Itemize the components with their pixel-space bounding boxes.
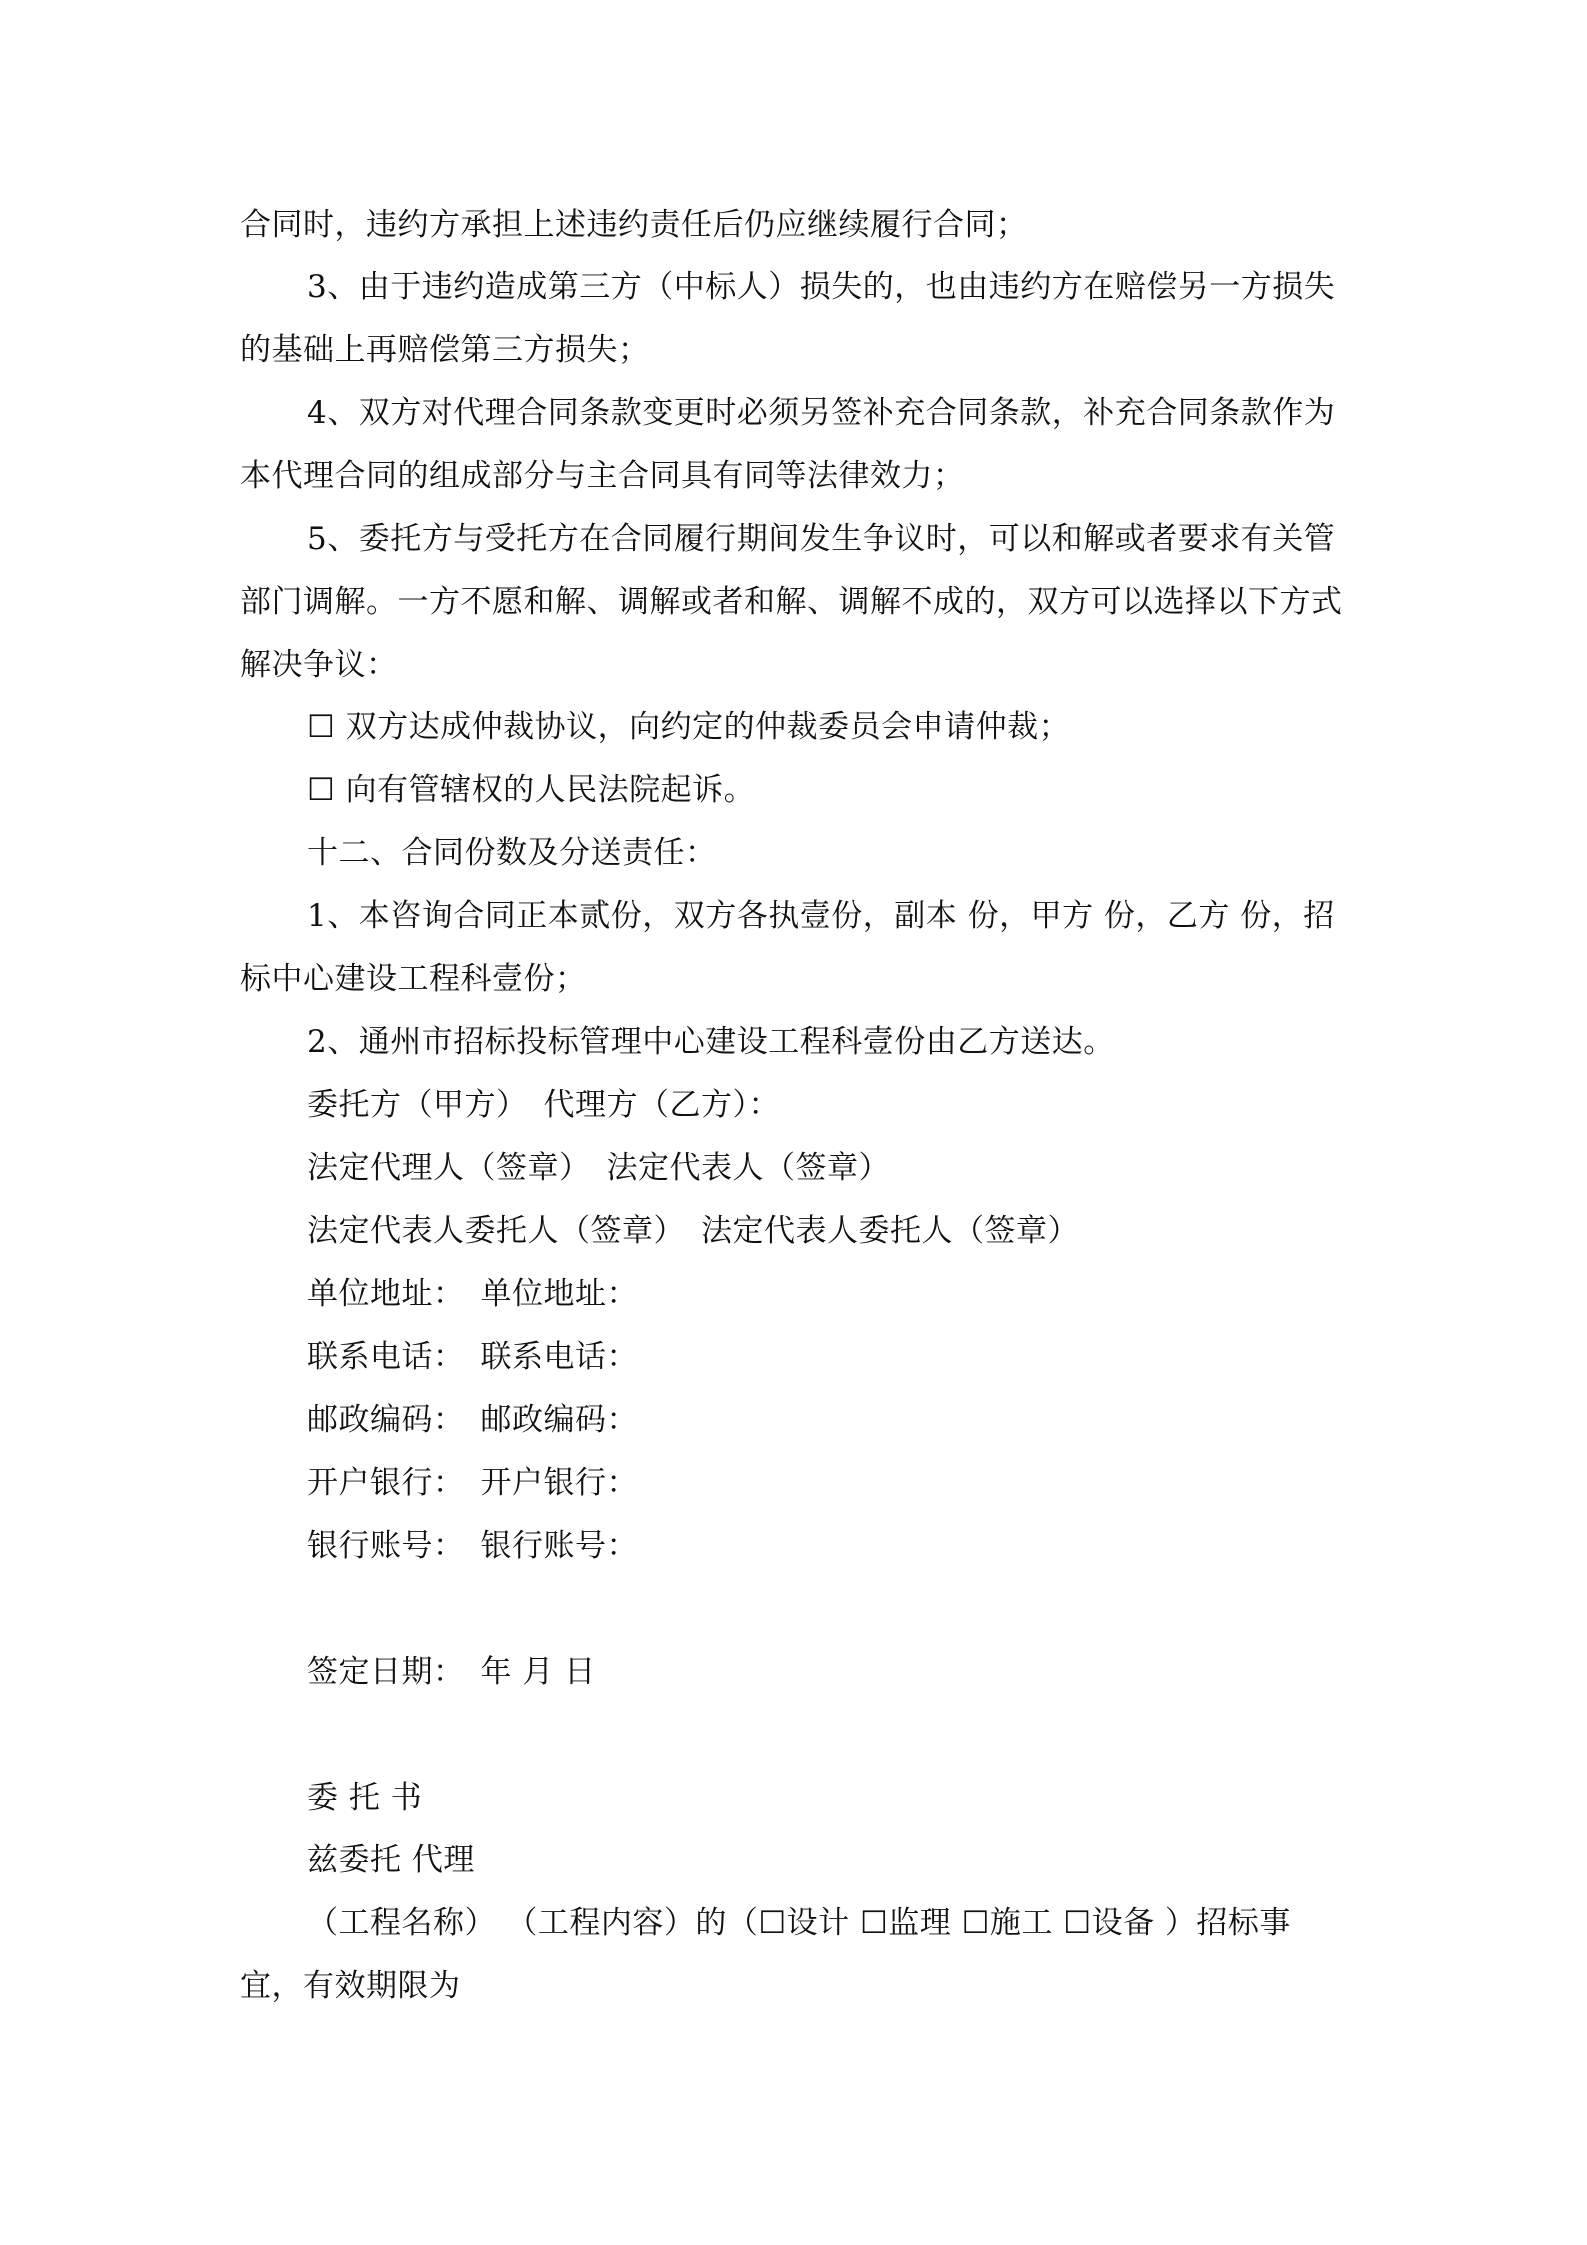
clause-5-line-3: 解决争议： — [240, 647, 398, 683]
dispute-option-arbitration: ☐ 双方达成仲裁协议，向约定的仲裁委员会申请仲裁； — [307, 709, 1071, 745]
sign-date-label: 签定日期： — [307, 1654, 465, 1690]
proxy-right-label: 法定代表人委托人（签章） — [701, 1213, 1079, 1249]
signature-legal-row — [307, 1148, 1427, 1188]
address-left-label: 单位地址： — [307, 1276, 465, 1312]
section-12-heading: 十二、合同份数及分送责任： — [307, 835, 717, 871]
legal-agent-label: 法定代理人（签章） — [307, 1150, 591, 1186]
section-12-item-1-line-1: 1、本咨询合同正本贰份，双方各执壹份，副本 份，甲方 份，乙方 份，招 — [307, 898, 1335, 934]
paragraph-continuation: 合同时，违约方承担上述违约责任后仍应继续履行合同； — [240, 207, 1028, 243]
section-12-item-1-line-2: 标中心建设工程科壹份； — [240, 961, 587, 997]
proxy-left-label: 法定代表人委托人（签章） — [307, 1213, 685, 1249]
sign-date-value: 年 月 日 — [480, 1654, 596, 1690]
clause-5-line-2: 部门调解。一方不愿和解、调解或者和解、调解不成的，双方可以选择以下方式 — [240, 584, 1343, 620]
legal-rep-label: 法定代表人（签章） — [606, 1150, 890, 1186]
address-right-label: 单位地址： — [480, 1276, 638, 1312]
signature-address-row — [307, 1274, 1427, 1314]
signature-postcode-row — [307, 1400, 1427, 1440]
phone-right-label: 联系电话： — [480, 1339, 638, 1375]
clause-5-line-1: 5、委托方与受托方在合同履行期间发生争议时，可以和解或者要求有关管 — [307, 521, 1336, 557]
bank-right-label: 开户银行： — [480, 1465, 638, 1501]
section-12-item-2: 2、通州市招标投标管理中心建设工程科壹份由乙方送达。 — [307, 1024, 1115, 1060]
client-party-label: 委托方（甲方） — [307, 1087, 528, 1123]
phone-left-label: 联系电话： — [307, 1339, 465, 1375]
account-left-label: 银行账号： — [307, 1528, 465, 1564]
dispute-option-court: ☐ 向有管辖权的人民法院起诉。 — [307, 772, 756, 808]
signature-parties-row — [307, 1085, 1427, 1125]
signature-proxy-row — [307, 1211, 1427, 1251]
signature-phone-row — [307, 1337, 1427, 1377]
clause-3-line-1: 3、由于违约造成第三方（中标人）损失的，也由违约方在赔偿另一方损失 — [307, 269, 1336, 305]
commission-line-1: 兹委托 代理 — [307, 1842, 475, 1878]
clause-3-line-2: 的基础上再赔偿第三方损失； — [240, 332, 650, 368]
signature-bank-row — [307, 1463, 1427, 1503]
postcode-left-label: 邮政编码： — [307, 1402, 465, 1438]
commission-line-3: 宜，有效期限为 — [240, 1968, 461, 2004]
account-right-label: 银行账号： — [480, 1528, 638, 1564]
agent-party-label: 代理方（乙方）： — [543, 1087, 780, 1123]
commission-line-2: （工程名称） （工程内容）的（☐设计 ☐监理 ☐施工 ☐设备 ）招标事 — [307, 1905, 1291, 1941]
clause-4-line-2: 本代理合同的组成部分与主合同具有同等法律效力； — [240, 458, 965, 494]
sign-date-row — [307, 1652, 1427, 1692]
bank-left-label: 开户银行： — [307, 1465, 465, 1501]
clause-4-line-1: 4、双方对代理合同条款变更时必须另签补充合同条款，补充合同条款作为 — [307, 395, 1336, 431]
signature-account-row — [307, 1526, 1427, 1566]
postcode-right-label: 邮政编码： — [480, 1402, 638, 1438]
commission-letter-title: 委 托 书 — [307, 1780, 423, 1816]
